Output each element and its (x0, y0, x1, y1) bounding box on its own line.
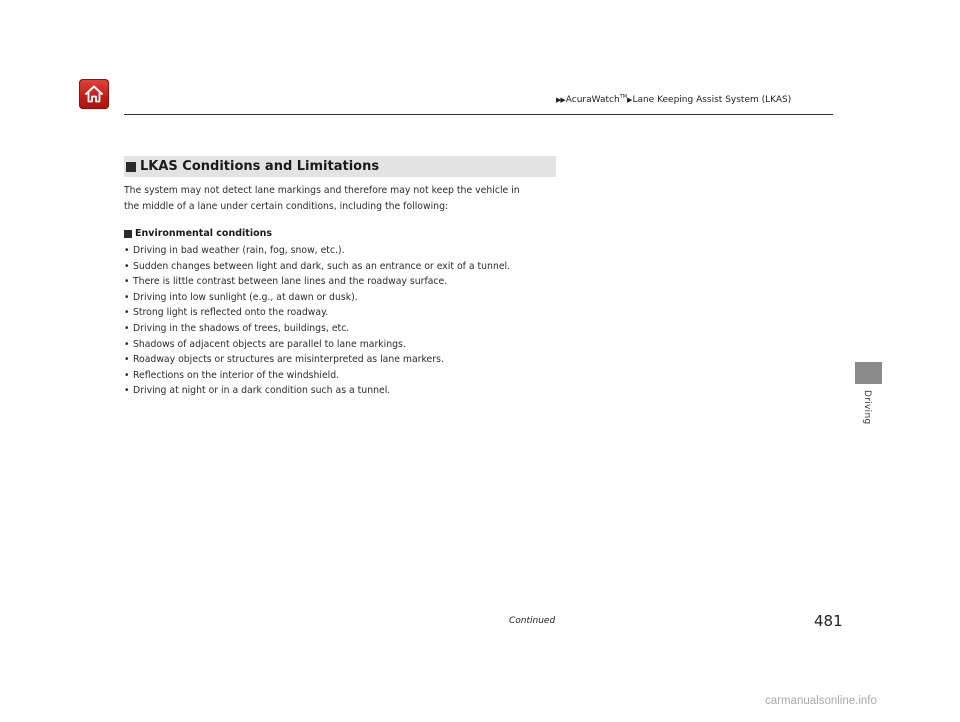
square-bullet-icon (126, 162, 136, 172)
trademark-mark: TM (619, 94, 628, 100)
watermark: carmanualsonline.info (765, 695, 877, 707)
bullet-icon: • (124, 338, 130, 350)
home-button[interactable] (79, 79, 109, 109)
conditions-list (124, 243, 574, 399)
home-icon (83, 83, 105, 105)
continued-label: Continued (509, 616, 556, 626)
page-number: 481 (814, 612, 843, 630)
bullet-icon: • (124, 354, 130, 366)
bullet-icon: • (124, 291, 130, 303)
section-title: LKAS Conditions and Limitations (140, 159, 380, 174)
list-item: • Driving in the shadows of trees, buildings, etc. (124, 321, 574, 337)
intro-paragraph (124, 183, 564, 215)
subheading-label: Environmental conditions (135, 228, 273, 239)
bullet-icon: • (124, 260, 130, 272)
list-item: • There is little contrast between lane lines and the roadway surface. (124, 274, 574, 290)
header-divider (124, 114, 833, 115)
list-item: • Driving at night or in a dark condition such as a tunnel. (124, 383, 574, 399)
list-item: • Shadows of adjacent objects are parallel to lane markings. (124, 337, 574, 353)
subheading-environmental-conditions (124, 228, 272, 239)
bullet-icon: • (124, 307, 130, 319)
breadcrumb-separator-icon: ▶ (627, 95, 632, 104)
intro-line: the middle of a lane under certain conditions, including the following: (124, 201, 449, 212)
bullet-icon: • (124, 385, 130, 397)
list-item: • Roadway objects or structures are misinterpreted as lane markers. (124, 352, 574, 368)
breadcrumb-link-acurawatch[interactable]: AcuraWatch™ (565, 94, 628, 105)
breadcrumb-arrow-icon: ▶▶ (556, 95, 565, 104)
chapter-tab[interactable] (855, 362, 882, 384)
bullet-icon: • (124, 276, 130, 288)
chapter-label: Driving (862, 390, 872, 425)
list-item: • Sudden changes between light and dark, such as an entrance or exit of a tunnel. (124, 259, 574, 275)
list-item: • Driving into low sunlight (e.g., at dawn or dusk). (124, 290, 574, 306)
list-item: • Driving in bad weather (rain, fog, snow, etc.). (124, 243, 574, 259)
list-item: • Reflections on the interior of the windshield. (124, 368, 574, 384)
intro-line: The system may not detect lane markings and therefore may not keep the vehicle in (124, 185, 520, 196)
bullet-icon: • (124, 245, 130, 256)
section-heading (124, 156, 556, 177)
breadcrumb-current-topic: Lane Keeping Assist System (LKAS) (632, 94, 792, 105)
square-bullet-icon (124, 230, 132, 238)
bullet-icon: • (124, 322, 130, 334)
bullet-icon: • (124, 369, 130, 381)
breadcrumb (556, 94, 791, 105)
list-item: • Strong light is reflected onto the roadway. (124, 305, 574, 321)
